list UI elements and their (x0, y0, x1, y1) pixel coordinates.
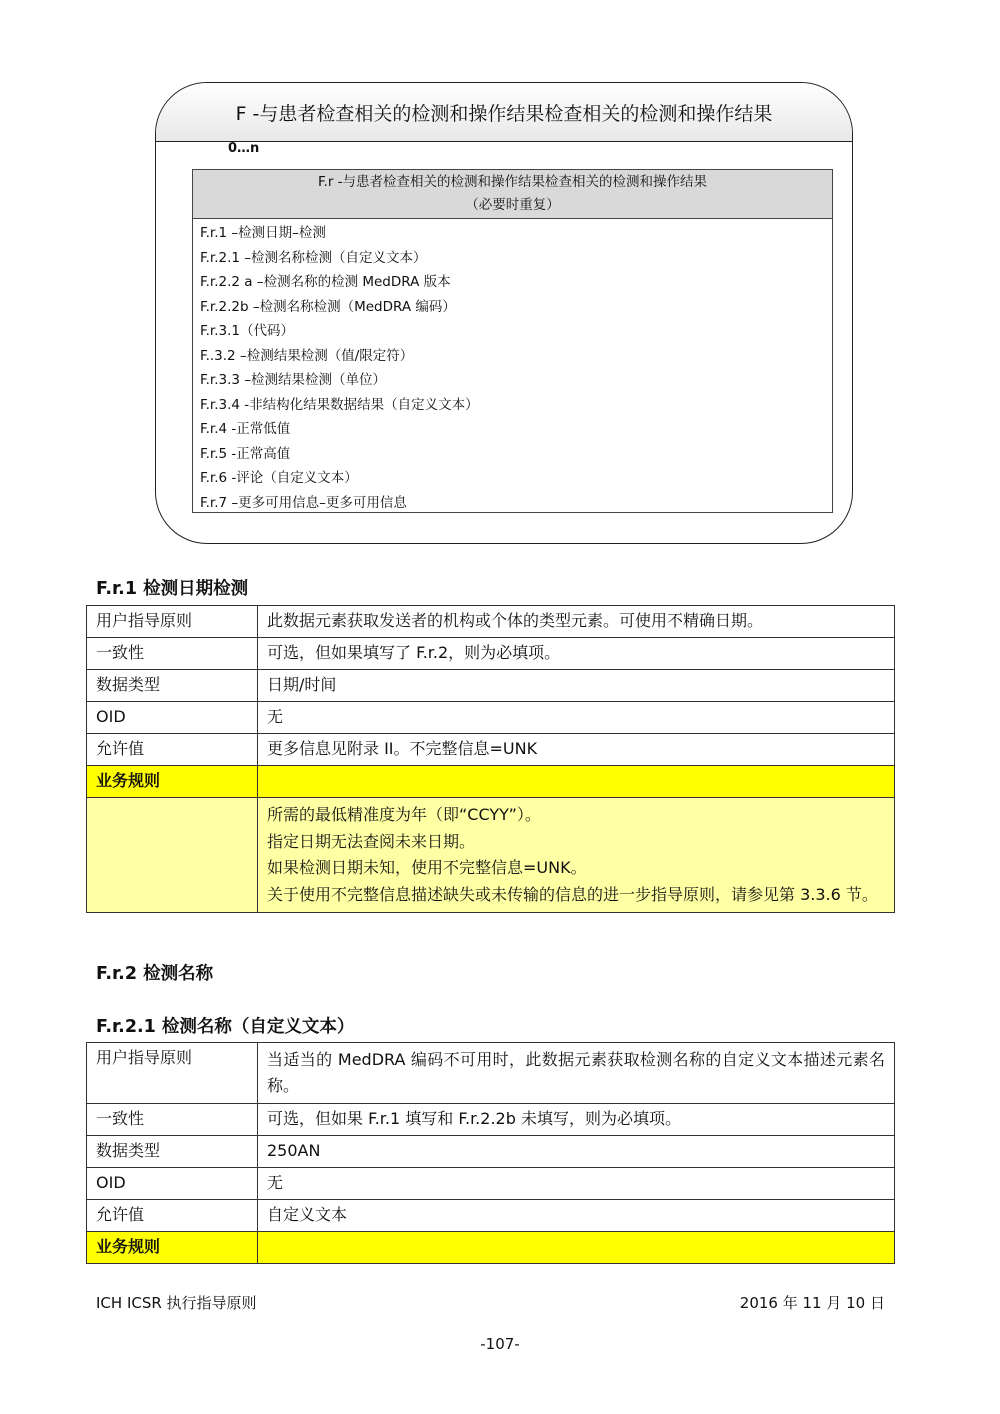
row-label: OID (87, 1168, 258, 1200)
business-rules-content (258, 798, 895, 913)
spec-table-fr1 (86, 605, 895, 913)
element-box (192, 169, 833, 513)
row-label: 允许值 (87, 1200, 258, 1232)
business-rules-empty (258, 1232, 895, 1264)
business-rules-empty (258, 766, 895, 798)
element-item: F.r.5 -正常高值 (200, 445, 291, 462)
row-value: 可选，但如果填写了 F.r.2，则为必填项。 (258, 638, 895, 670)
row-value: 自定义文本 (258, 1200, 895, 1232)
row-label: 数据类型 (87, 1136, 258, 1168)
footer-document-title: ICH ICSR 执行指导原则 (96, 1294, 257, 1312)
element-item: F.r.1 –检测日期–检测 (200, 225, 326, 241)
element-item: F.r.2.2 a –检测名称的检测 MedDRA 版本 (200, 274, 451, 290)
footer-date: 2016 年 11 月 10 日 (739, 1294, 885, 1312)
row-value: 日期/时间 (258, 670, 895, 702)
business-rules-label: 业务规则 (87, 766, 258, 798)
row-label: 一致性 (87, 1104, 258, 1136)
element-item: F.r.2.2b –检测名称检测（MedDRA 编码） (200, 298, 456, 315)
element-box-subtitle: （必要时重复） (465, 197, 560, 213)
row-label: 一致性 (87, 638, 258, 670)
cardinality-label: 0…n (228, 141, 260, 156)
element-item: F..3.2 –检测结果检测（值/限定符） (200, 347, 414, 364)
structure-diagram (155, 82, 853, 544)
row-label: 用户指导原则 (87, 1043, 258, 1104)
row-value: 当适当的 MedDRA 编码不可用时，此数据元素获取检测名称的自定义文本描述元素名称。 (258, 1043, 895, 1104)
spec-table-fr21 (86, 1042, 895, 1264)
section-title-fr21: F.r.2.1 检测名称（自定义文本） (96, 1017, 355, 1037)
element-box-header (193, 170, 832, 219)
page-number: -107- (480, 1335, 520, 1353)
element-item: F.r.2.1 –检测名称检测（自定义文本） (200, 249, 427, 266)
diagram-title: F -与患者检查相关的检测和操作结果检查相关的检测和操作结果 (156, 83, 852, 142)
section-title-fr1: F.r.1 检测日期检测 (96, 579, 249, 599)
row-label: OID (87, 702, 258, 734)
row-label: 数据类型 (87, 670, 258, 702)
row-value: 无 (258, 702, 895, 734)
element-item: F.r.6 -评论（自定义文本） (200, 470, 358, 486)
row-value: 此数据元素获取发送者的机构或个体的类型元素。可使用不精确日期。 (258, 606, 895, 638)
section-title-fr2: F.r.2 检测名称 (96, 964, 214, 984)
element-item: F.r.3.1（代码） (200, 323, 294, 339)
business-rules-label: 业务规则 (87, 1232, 258, 1264)
row-label: 用户指导原则 (87, 606, 258, 638)
element-item: F.r.3.4 -非结构化结果数据结果（自定义文本） (200, 396, 479, 413)
row-value: 可选，但如果 F.r.1 填写和 F.r.2.2b 未填写，则为必填项。 (258, 1104, 895, 1136)
element-item: F.r.4 -正常低值 (200, 421, 291, 437)
element-box-title: F.r -与患者检查相关的检测和操作结果检查相关的检测和操作结果 (317, 174, 708, 190)
row-value: 无 (258, 1168, 895, 1200)
row-value: 更多信息见附录 II。不完整信息=UNK (258, 734, 895, 766)
element-item: F.r.3.3 –检测结果检测（单位） (200, 372, 387, 388)
business-rule: 所需的最低精准度为年（即“CCYY”）。 (267, 805, 541, 824)
element-item: F.r.7 –更多可用信息–更多可用信息 (200, 494, 407, 511)
business-rule: 如果检测日期未知，使用不完整信息=UNK。 (267, 858, 587, 877)
business-rule: 指定日期无法查阅未来日期。 (267, 831, 476, 851)
row-value: 250AN (258, 1136, 895, 1168)
business-rule: 关于使用不完整信息描述缺失或未传输的信息的进一步指导原则，请参见第 3.3.6 节。 (267, 884, 878, 904)
business-rules-spacer (87, 798, 258, 913)
element-list (193, 219, 832, 515)
row-label: 允许值 (87, 734, 258, 766)
